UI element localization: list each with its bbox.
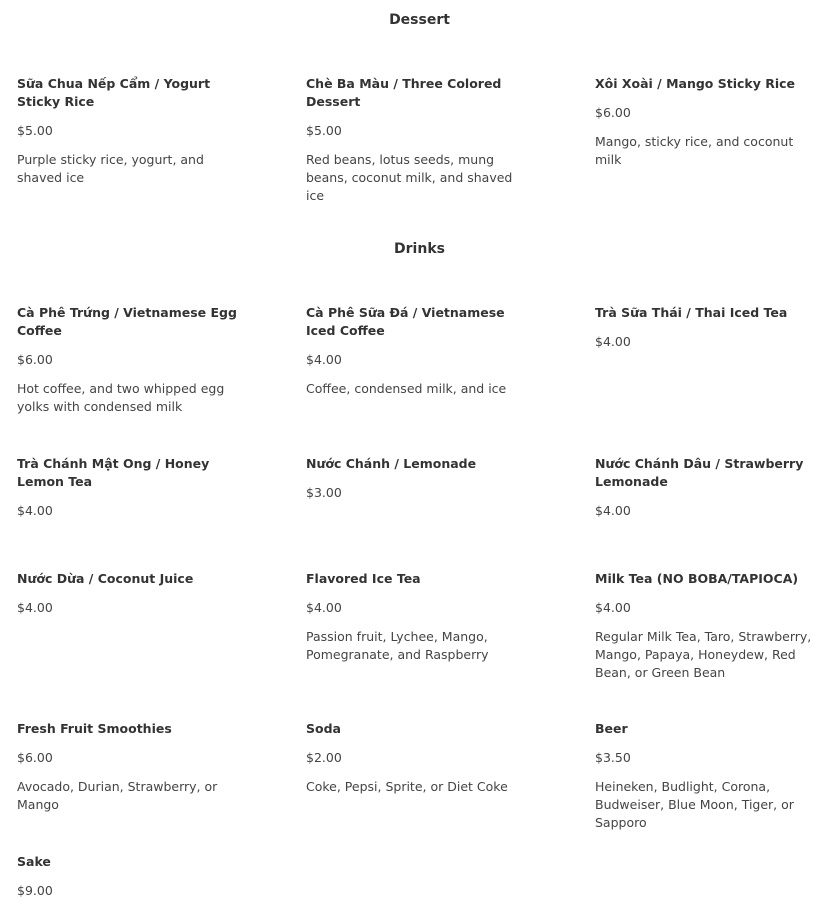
item-price: $4.00	[306, 352, 342, 367]
item-description: Red beans, lotus seeds, mung beans, coconut milk, and shaved ice	[306, 152, 513, 203]
item-name: Trà Sữa Thái / Thai Iced Tea	[595, 305, 788, 320]
item-description: Coffee, condensed milk, and ice	[306, 381, 507, 396]
item-price: $6.00	[17, 352, 53, 367]
item-name: Nước Chánh / Lemonade	[306, 456, 477, 471]
item-description: Regular Milk Tea, Taro, Strawberry, Mango, Papaya, Honeydew, Red Bean, or Green Bean	[595, 629, 812, 680]
menu-item	[17, 455, 245, 520]
item-name: Flavored Ice Tea	[306, 571, 421, 586]
menu-item	[306, 455, 534, 502]
item-name: Xôi Xoài / Mango Sticky Rice	[595, 76, 796, 91]
menu-item	[595, 570, 827, 682]
menu-item	[306, 720, 534, 796]
item-price: $9.00	[17, 883, 53, 898]
item-price: $5.00	[306, 123, 342, 138]
item-price: $4.00	[595, 600, 631, 615]
menu-item	[306, 570, 534, 664]
item-name: Soda	[306, 721, 341, 736]
menu-item	[595, 75, 823, 169]
item-name: Sake	[17, 854, 51, 869]
item-price: $6.00	[17, 750, 53, 765]
menu-item	[17, 304, 245, 416]
item-description: Heineken, Budlight, Corona, Budweiser, Blue Moon, Tiger, or Sapporo	[595, 779, 794, 830]
item-price: $6.00	[595, 105, 631, 120]
item-name: Sữa Chua Nếp Cẩm / Yogurt Sticky Rice	[17, 76, 211, 109]
item-price: $4.00	[306, 600, 342, 615]
item-name: Beer	[595, 721, 628, 736]
item-description: Coke, Pepsi, Sprite, or Diet Coke	[306, 779, 508, 794]
item-price: $4.00	[595, 334, 631, 349]
item-price: $4.00	[17, 503, 53, 518]
menu-item	[595, 304, 823, 351]
item-name: Chè Ba Màu / Three Colored Dessert	[306, 76, 502, 109]
item-name: Cà Phê Sữa Đá / Vietnamese Iced Coffee	[306, 305, 505, 338]
menu-item	[595, 455, 823, 520]
item-price: $2.00	[306, 750, 342, 765]
dessert-section-title: Dessert	[389, 12, 450, 28]
item-name: Nước Dừa / Coconut Juice	[17, 571, 194, 586]
item-price: $3.00	[306, 485, 342, 500]
item-name: Cà Phê Trứng / Vietnamese Egg Coffee	[17, 305, 237, 338]
item-description: Mango, sticky rice, and coconut milk	[595, 134, 794, 167]
menu-item	[306, 75, 534, 205]
item-price: $4.00	[595, 503, 631, 518]
menu-item	[595, 720, 831, 832]
item-description: Purple sticky rice, yogurt, and shaved ice	[17, 152, 204, 185]
item-price: $3.50	[595, 750, 631, 765]
menu-item	[17, 75, 245, 187]
item-price: $5.00	[17, 123, 53, 138]
menu-item	[17, 570, 245, 617]
item-description: Hot coffee, and two whipped egg yolks with condensed milk	[17, 381, 225, 414]
item-name: Fresh Fruit Smoothies	[17, 721, 172, 736]
drinks-section-title: Drinks	[394, 241, 445, 257]
menu-item	[306, 304, 534, 398]
item-price: $4.00	[17, 600, 53, 615]
item-name: Milk Tea (NO BOBA/TAPIOCA)	[595, 571, 799, 586]
menu-item	[17, 853, 245, 900]
item-name: Trà Chánh Mật Ong / Honey Lemon Tea	[17, 456, 210, 489]
menu-item	[17, 720, 245, 814]
item-name: Nước Chánh Dâu / Strawberry Lemonade	[595, 456, 804, 489]
item-description: Avocado, Durian, Strawberry, or Mango	[17, 779, 218, 812]
item-description: Passion fruit, Lychee, Mango, Pomegranate, and Raspberry	[306, 629, 489, 662]
